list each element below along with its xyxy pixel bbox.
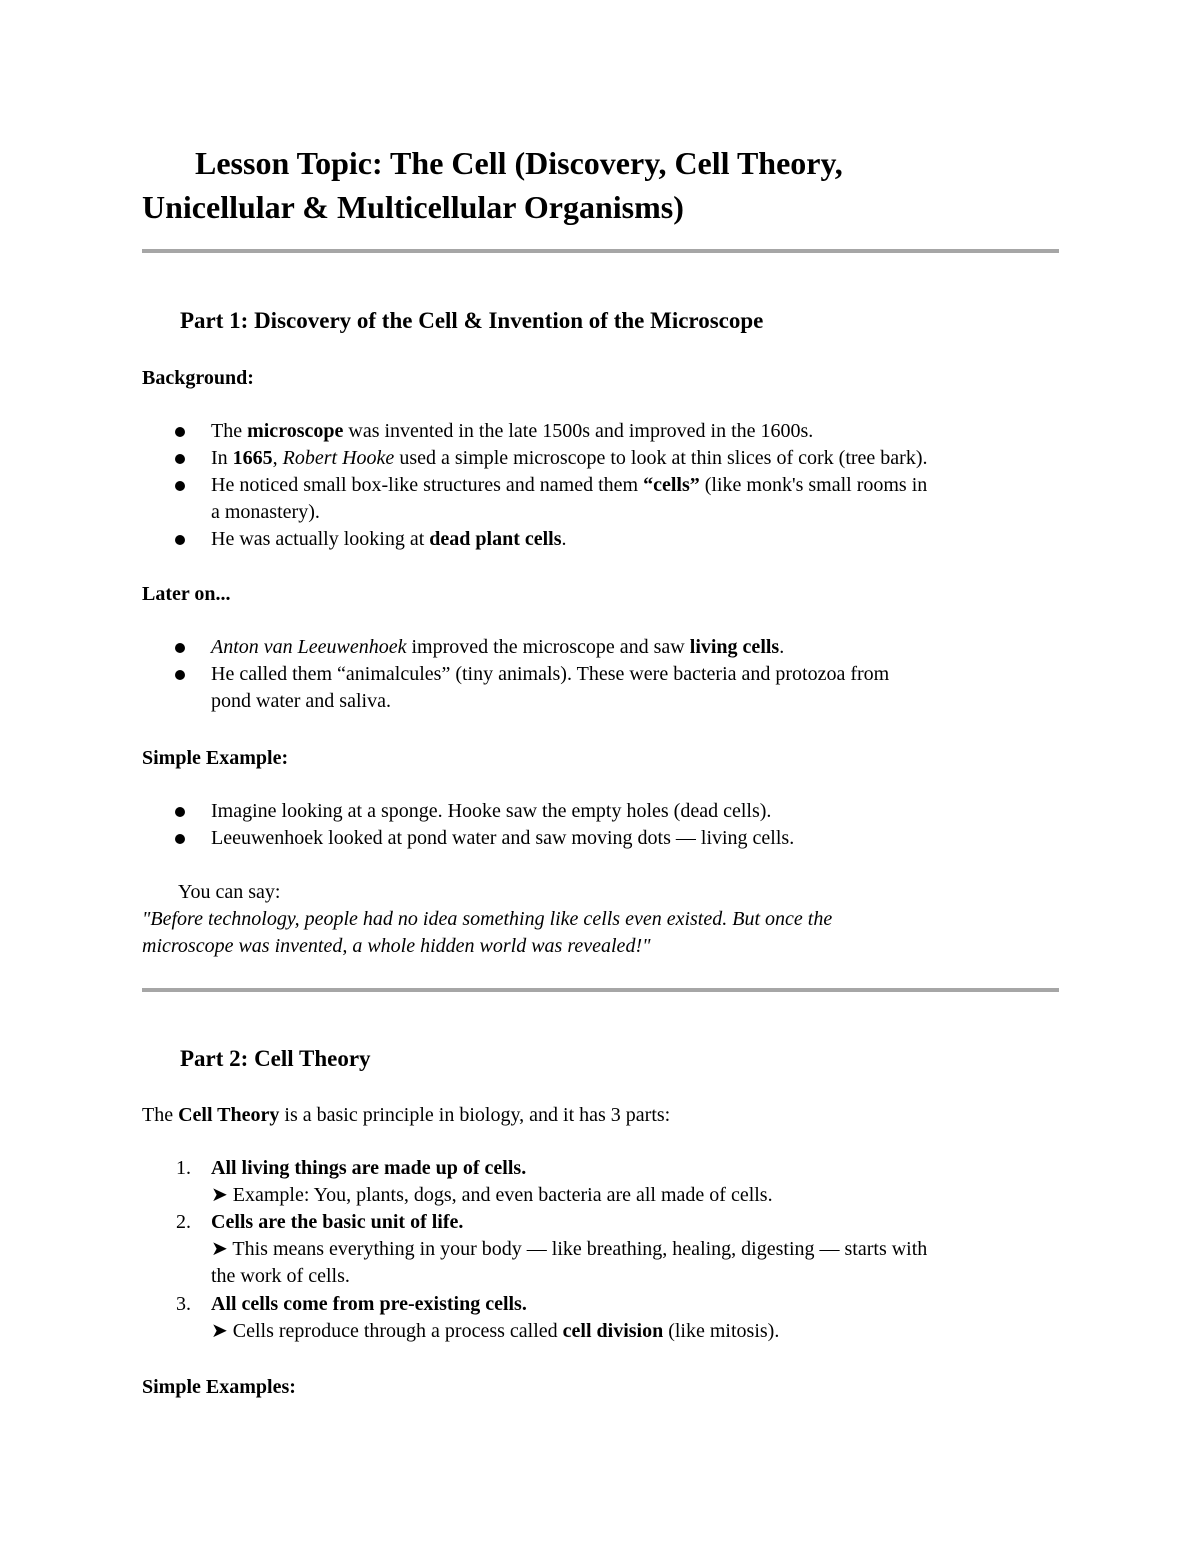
theory-item-2-example: ➤ This means everything in your body — like breathing, healing, digesting — starts with: [211, 1238, 928, 1260]
part2-heading: Part 2: Cell Theory: [180, 1046, 371, 1071]
background-bullet-3-cont: a monastery).: [211, 501, 320, 523]
simple-example-label: Simple Example:: [142, 747, 289, 769]
background-label: Background:: [142, 367, 254, 389]
bullet-dot: [175, 481, 185, 491]
theory-item-1-example: ➤ Example: You, plants, dogs, and even bacteria are all made of cells.: [211, 1184, 773, 1206]
bullet-dot: [175, 834, 185, 844]
theory-item-3-example: ➤ Cells reproduce through a process called cell division (like mitosis).: [211, 1320, 780, 1342]
divider-1: [142, 249, 1059, 253]
bullet-dot: [175, 670, 185, 680]
title-line-2: Unicellular & Multicellular Organisms): [142, 189, 684, 225]
background-bullet-1: The microscope was invented in the late 1500s and improved in the 1600s.: [211, 420, 814, 442]
example-bullet-1: Imagine looking at a sponge. Hooke saw the empty holes (dead cells).: [211, 800, 772, 822]
quote-line-1: "Before technology, people had no idea something like cells even existed. But once the: [142, 908, 833, 930]
title-line-1: Lesson Topic: The Cell (Discovery, Cell Theory,: [195, 145, 843, 181]
bullet-dot: [175, 643, 185, 653]
bullet-dot: [175, 807, 185, 817]
background-bullet-3: He noticed small box-like structures and named them “cells” (like monk's small rooms in: [211, 474, 928, 496]
quote-line-2: microscope was invented, a whole hidden world was revealed!": [142, 935, 651, 957]
divider-2: [142, 988, 1059, 992]
simple-examples-label: Simple Examples:: [142, 1376, 296, 1398]
background-bullet-4: He was actually looking at dead plant cells.: [211, 528, 567, 550]
you-can-say-label: You can say:: [178, 881, 281, 903]
theory-item-1-head: All living things are made up of cells.: [211, 1157, 527, 1179]
list-number: 1.: [176, 1157, 191, 1179]
later-bullet-2-cont: pond water and saliva.: [211, 690, 391, 712]
bullet-dot: [175, 454, 185, 464]
bullet-dot: [175, 427, 185, 437]
background-bullet-2: In 1665, Robert Hooke used a simple microscope to look at thin slices of cork (tree bark).: [211, 447, 928, 469]
example-bullet-2: Leeuwenhoek looked at pond water and saw moving dots — living cells.: [211, 827, 795, 849]
later-on-label: Later on...: [142, 583, 231, 605]
list-number: 2.: [176, 1211, 191, 1233]
later-bullet-1: Anton van Leeuwenhoek improved the microscope and saw living cells.: [211, 636, 785, 658]
theory-item-2-example-cont: the work of cells.: [211, 1265, 350, 1287]
theory-item-2-head: Cells are the basic unit of life.: [211, 1211, 464, 1233]
theory-item-3-head: All cells come from pre-existing cells.: [211, 1293, 527, 1315]
list-number: 3.: [176, 1293, 191, 1315]
part1-heading: Part 1: Discovery of the Cell & Invention of the Microscope: [180, 308, 764, 333]
later-bullet-2: He called them “animalcules” (tiny animals). These were bacteria and protozoa from: [211, 663, 890, 685]
bullet-dot: [175, 535, 185, 545]
cell-theory-intro: The Cell Theory is a basic principle in biology, and it has 3 parts:: [142, 1104, 671, 1126]
